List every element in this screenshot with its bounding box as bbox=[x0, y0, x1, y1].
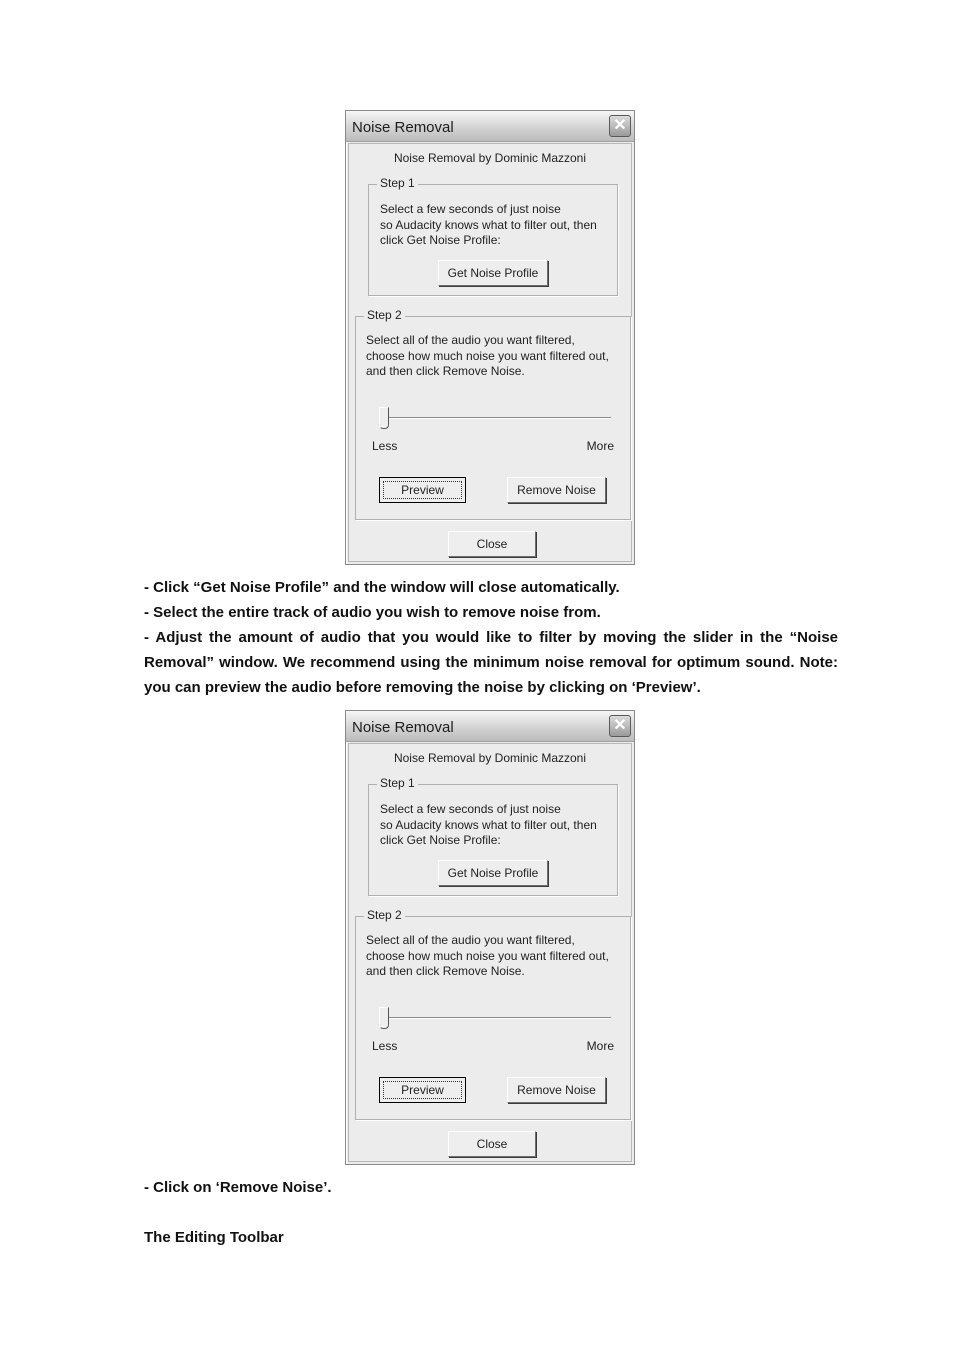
step2-line: and then click Remove Noise. bbox=[366, 364, 525, 378]
step2-line: and then click Remove Noise. bbox=[366, 964, 525, 978]
noise-slider-track[interactable] bbox=[383, 417, 611, 419]
step2-group bbox=[355, 908, 631, 1120]
preview-button[interactable] bbox=[379, 1077, 466, 1103]
step1-group bbox=[368, 776, 618, 896]
dialog-body bbox=[348, 743, 632, 1162]
dialog-byline: Noise Removal by Dominic Mazzoni bbox=[393, 751, 587, 765]
close-icon[interactable]: ✕ bbox=[609, 115, 631, 137]
step1-line: so Audacity knows what to filter out, then bbox=[380, 217, 597, 232]
step1-line: click Get Noise Profile: bbox=[380, 233, 501, 247]
instructions-block bbox=[144, 575, 838, 700]
step2-line: Select all of the audio you want filtered, bbox=[366, 933, 575, 947]
close-button[interactable]: Close bbox=[448, 531, 536, 557]
step1-group bbox=[368, 176, 618, 296]
step1-line: so Audacity knows what to filter out, then bbox=[380, 817, 597, 832]
step2-description bbox=[366, 333, 630, 380]
close-button[interactable]: Close bbox=[448, 1131, 536, 1157]
noise-slider-thumb[interactable] bbox=[379, 1007, 389, 1029]
preview-button[interactable] bbox=[379, 477, 466, 503]
dialog-title: Noise Removal bbox=[352, 719, 454, 736]
step2-description bbox=[366, 933, 630, 980]
get-noise-profile-button[interactable]: Get Noise Profile bbox=[438, 260, 548, 286]
noise-slider-thumb[interactable] bbox=[379, 407, 389, 429]
section-heading: The Editing Toolbar bbox=[144, 1229, 284, 1246]
dialog-title: Noise Removal bbox=[352, 119, 454, 136]
preview-button-label: Preview bbox=[401, 1083, 444, 1097]
remove-noise-button[interactable]: Remove Noise bbox=[507, 477, 606, 503]
dialog-body bbox=[348, 143, 632, 562]
noise-removal-dialog bbox=[345, 710, 635, 1165]
step1-line: click Get Noise Profile: bbox=[380, 833, 501, 847]
step2-legend: Step 2 bbox=[364, 308, 405, 322]
step2-line: choose how much noise you want filtered out, bbox=[366, 348, 609, 363]
slider-max-label: More bbox=[586, 439, 614, 453]
close-icon[interactable]: ✕ bbox=[609, 715, 631, 737]
dialog-titlebar[interactable] bbox=[346, 711, 634, 742]
noise-removal-dialog bbox=[345, 110, 635, 565]
step2-legend: Step 2 bbox=[364, 908, 405, 922]
get-noise-profile-button[interactable]: Get Noise Profile bbox=[438, 860, 548, 886]
step2-group bbox=[355, 308, 631, 520]
step1-legend: Step 1 bbox=[377, 176, 418, 190]
instruction-item: - Click “Get Noise Profile” and the window will close automatically. bbox=[144, 579, 620, 596]
slider-max-label: More bbox=[586, 1039, 614, 1053]
step1-description bbox=[380, 802, 616, 849]
instruction-item: - Select the entire track of audio you wish to remove noise from. bbox=[144, 604, 601, 621]
slider-min-label: Less bbox=[372, 439, 398, 453]
preview-button-label: Preview bbox=[401, 483, 444, 497]
step2-line: Select all of the audio you want filtered, bbox=[366, 333, 575, 347]
step1-description bbox=[380, 202, 616, 249]
step2-line: choose how much noise you want filtered out, bbox=[366, 948, 609, 963]
slider-min-label: Less bbox=[372, 1039, 398, 1053]
step1-line: Select a few seconds of just noise bbox=[380, 802, 561, 816]
remove-noise-button[interactable]: Remove Noise bbox=[507, 1077, 606, 1103]
noise-slider-track[interactable] bbox=[383, 1017, 611, 1019]
instruction-item: - Adjust the amount of audio that you would like to filter by moving the slider in the “Noise Removal” window. We recommend using the minimum noise removal for optimum sound. Note: you can preview the audio before removing the noise by clicking on ‘Preview’. bbox=[144, 629, 838, 696]
instruction-item: - Click on ‘Remove Noise’. bbox=[144, 1179, 332, 1196]
step1-legend: Step 1 bbox=[377, 776, 418, 790]
dialog-byline: Noise Removal by Dominic Mazzoni bbox=[393, 151, 587, 165]
dialog-titlebar[interactable] bbox=[346, 111, 634, 142]
step1-line: Select a few seconds of just noise bbox=[380, 202, 561, 216]
